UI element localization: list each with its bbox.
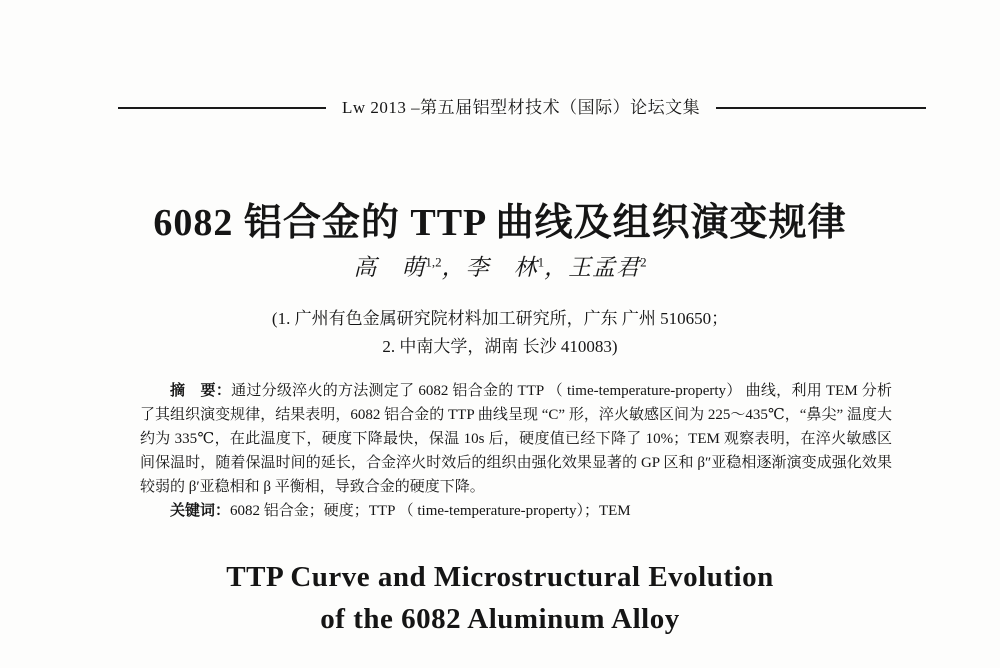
proceedings-title: Lw 2013 –第五届铝型材技术（国际）论坛文集 [342, 98, 701, 117]
author-separator-2: ， [544, 255, 569, 280]
author-2-name: 李 林 [465, 255, 538, 280]
english-title-line-1: TTP Curve and Microstructural Evolution [226, 561, 774, 593]
abstract-paragraph [140, 379, 892, 499]
keywords-label: 关键词： [170, 503, 231, 519]
author-3 [568, 255, 647, 280]
paper-title: 6082 铝合金的 TTP 曲线及组织演变规律 [153, 202, 847, 245]
author-2-affiliation-marker: 1 [537, 254, 545, 270]
abstract-label: 摘 要： [170, 383, 232, 399]
author-1-name: 高 萌 [353, 255, 426, 280]
header-rule-right [716, 107, 926, 109]
english-title-line-2: of the 6082 Aluminum Alloy [320, 603, 680, 635]
running-head [118, 99, 926, 116]
abstract-text: 通过分级淬火的方法测定了 6082 铝合金的 TTP （ time-temperature-property） 曲线，利用 TEM 分析了其组织演变规律，结果表明，6082 铝合金的 TTP 曲线呈现 “C” 形，淬火敏感区间为 225～435℃，“鼻尖” 温度大约为 335℃，在此温度下，硬度下降最快，保温 10s 后，硬度值已经下降了 10%；TEM 观察表明，在淬火敏感区间保温时，随着保温时间的延长，合金淬火时效后的组织由强化效果显著的 GP 区和 β″亚稳相逐渐演变成强化效果较弱的 β′亚稳相和 β 平衡相，导致合金的硬度下降。 [140, 383, 892, 495]
author-3-affiliation-marker: 2 [640, 254, 647, 270]
author-2 [466, 255, 569, 280]
author-line [0, 249, 1000, 282]
affiliation-line-1: (1. 广州有色金属研究院材料加工研究所，广东 广州 510650； [271, 309, 729, 328]
keywords-text: 6082 铝合金；硬度；TTP （ time-temperature-property）；TEM [230, 503, 631, 519]
header-rule-left [118, 107, 326, 109]
affiliation-line-2: 2. 中南大学，湖南 长沙 410083) [382, 337, 618, 356]
keywords-paragraph [140, 499, 892, 523]
author-separator-1: ， [441, 255, 466, 280]
english-title [0, 556, 1000, 640]
author-1 [353, 255, 465, 280]
affiliations [0, 305, 1000, 361]
author-1-affiliation-marker: 1,2 [425, 254, 442, 270]
abstract-section [140, 379, 892, 523]
author-3-name: 王孟君 [568, 255, 641, 280]
